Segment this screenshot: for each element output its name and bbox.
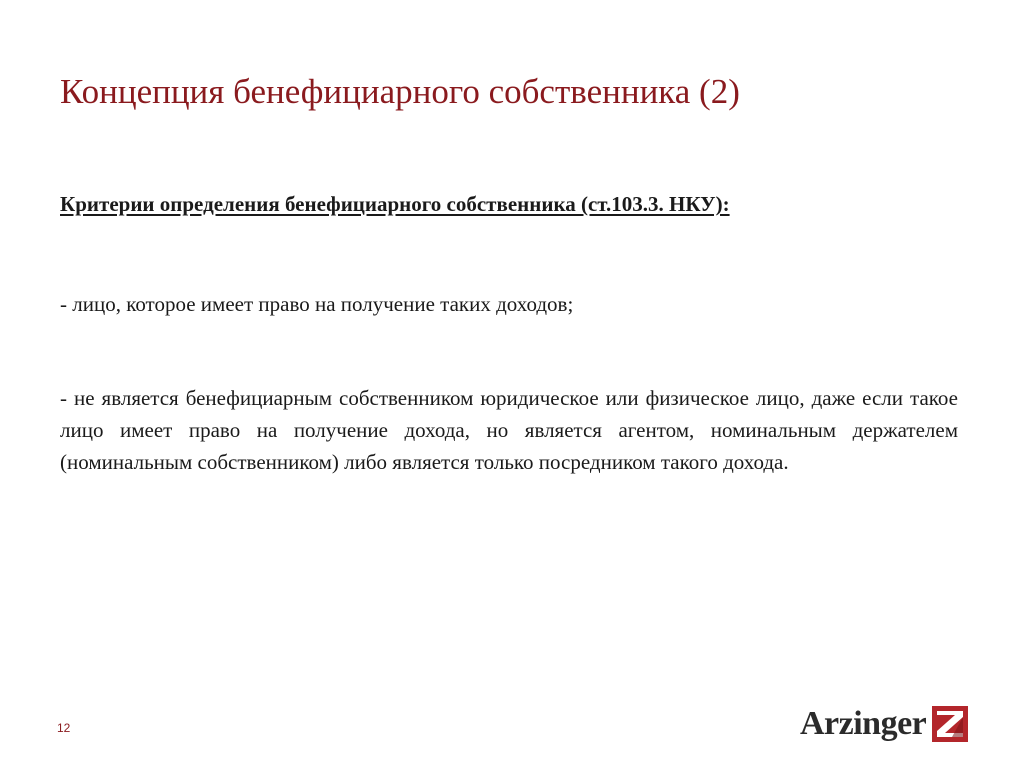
logo-wordmark: Arzinger [800, 705, 927, 742]
criterion-item-2: - не является бенефициарным собственником юридическое или физическое лицо, даже если такое лицо имеет право на получение дохода, но является агентом, номинальным держателем (номинальным собственником) либо является только посредником такого дохода. [60, 386, 958, 474]
criterion-item-1: - лицо, которое имеет право на получение таких доходов; [60, 292, 574, 316]
arzinger-z-logo-icon [932, 706, 968, 742]
criteria-subheading: Критерии определения бенефициарного собственника (ст.103.3. НКУ): [60, 192, 730, 216]
slide-title: Концепция бенефициарного собственника (2) [60, 72, 740, 111]
company-logo [800, 704, 968, 744]
page-number: 12 [57, 721, 71, 735]
